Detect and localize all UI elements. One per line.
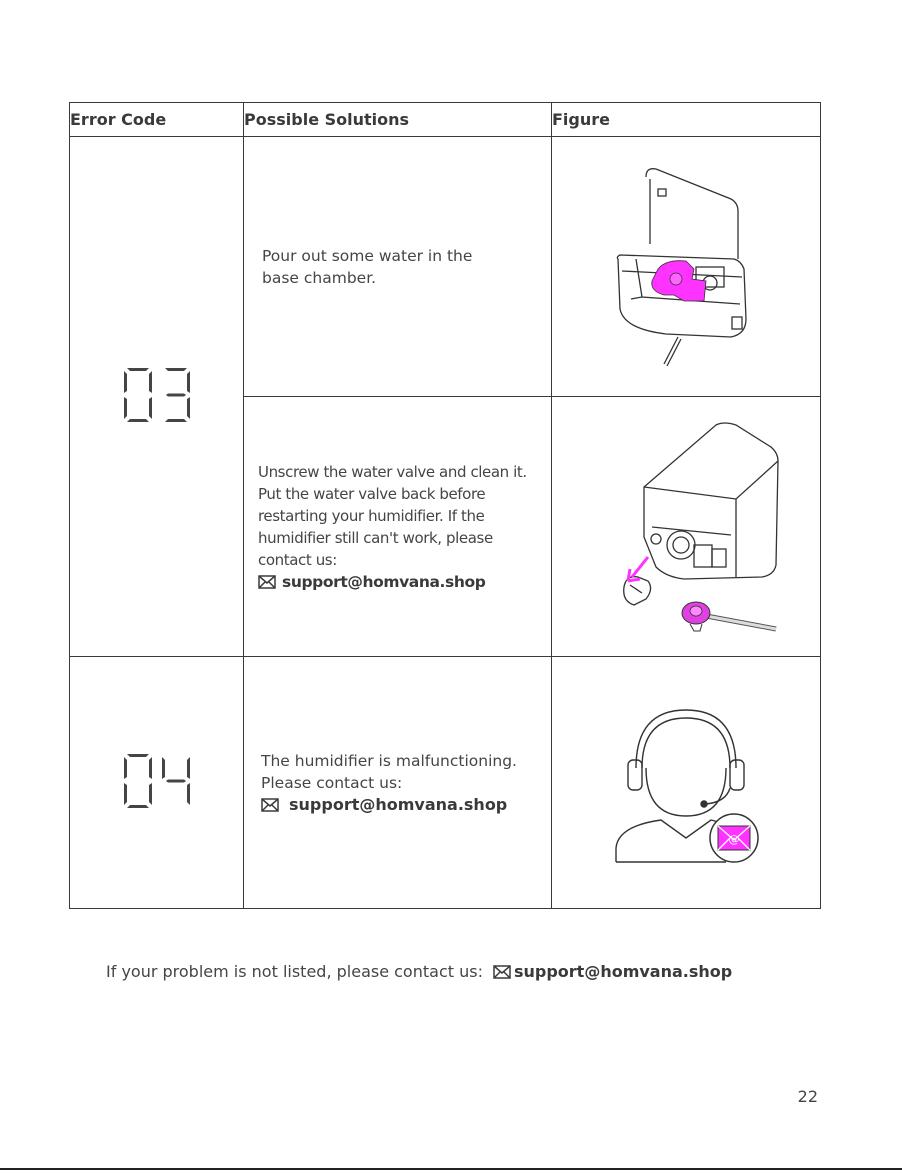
support-email-text[interactable]: support@homvana.shop xyxy=(289,794,508,814)
table-header-row xyxy=(70,103,821,137)
support-email-text[interactable]: support@homvana.shop xyxy=(282,572,486,591)
header-figure: Figure xyxy=(552,103,821,137)
solution-cell xyxy=(244,137,552,397)
seven-segment-code-03 xyxy=(121,366,193,424)
water-valve-figure xyxy=(586,417,786,637)
support-agent-figure xyxy=(606,698,766,868)
mail-icon xyxy=(261,798,279,812)
header-possible-solutions: Possible Solutions xyxy=(244,103,552,137)
at-symbol-icon: @ xyxy=(728,832,740,846)
table-row xyxy=(70,657,821,909)
solution-text: Pour out some water in the base chamber. xyxy=(262,246,473,287)
header-error-code: Error Code xyxy=(70,103,244,137)
mail-icon xyxy=(493,965,511,979)
support-email[interactable] xyxy=(261,794,547,816)
bottom-rule xyxy=(0,1168,902,1170)
error-code-cell xyxy=(70,657,244,909)
solution-text: Unscrew the water valve and clean it. Put the water valve back before restarting your humidifier. If the humidifier still can't work, please contact us: xyxy=(258,462,527,569)
footer-email[interactable] xyxy=(493,962,732,981)
footer-text: If your problem is not listed, please contact us: xyxy=(106,962,483,981)
troubleshooting-table xyxy=(69,102,821,909)
footer-contact xyxy=(106,962,732,981)
figure-cell xyxy=(552,137,821,397)
solution-cell xyxy=(244,397,552,657)
figure-cell xyxy=(552,657,821,909)
figure-cell xyxy=(552,397,821,657)
support-email[interactable] xyxy=(258,571,547,593)
footer-email-text[interactable]: support@homvana.shop xyxy=(513,962,733,981)
mail-icon xyxy=(258,575,276,589)
solution-text: The humidifier is malfunctioning. Please contact us: xyxy=(261,751,517,792)
seven-segment-code-04 xyxy=(121,752,193,810)
error-code-cell xyxy=(70,137,244,657)
solution-cell xyxy=(244,657,552,909)
page-number: 22 xyxy=(797,1087,818,1106)
table-row xyxy=(70,137,821,397)
humidifier-base-figure xyxy=(606,159,766,374)
